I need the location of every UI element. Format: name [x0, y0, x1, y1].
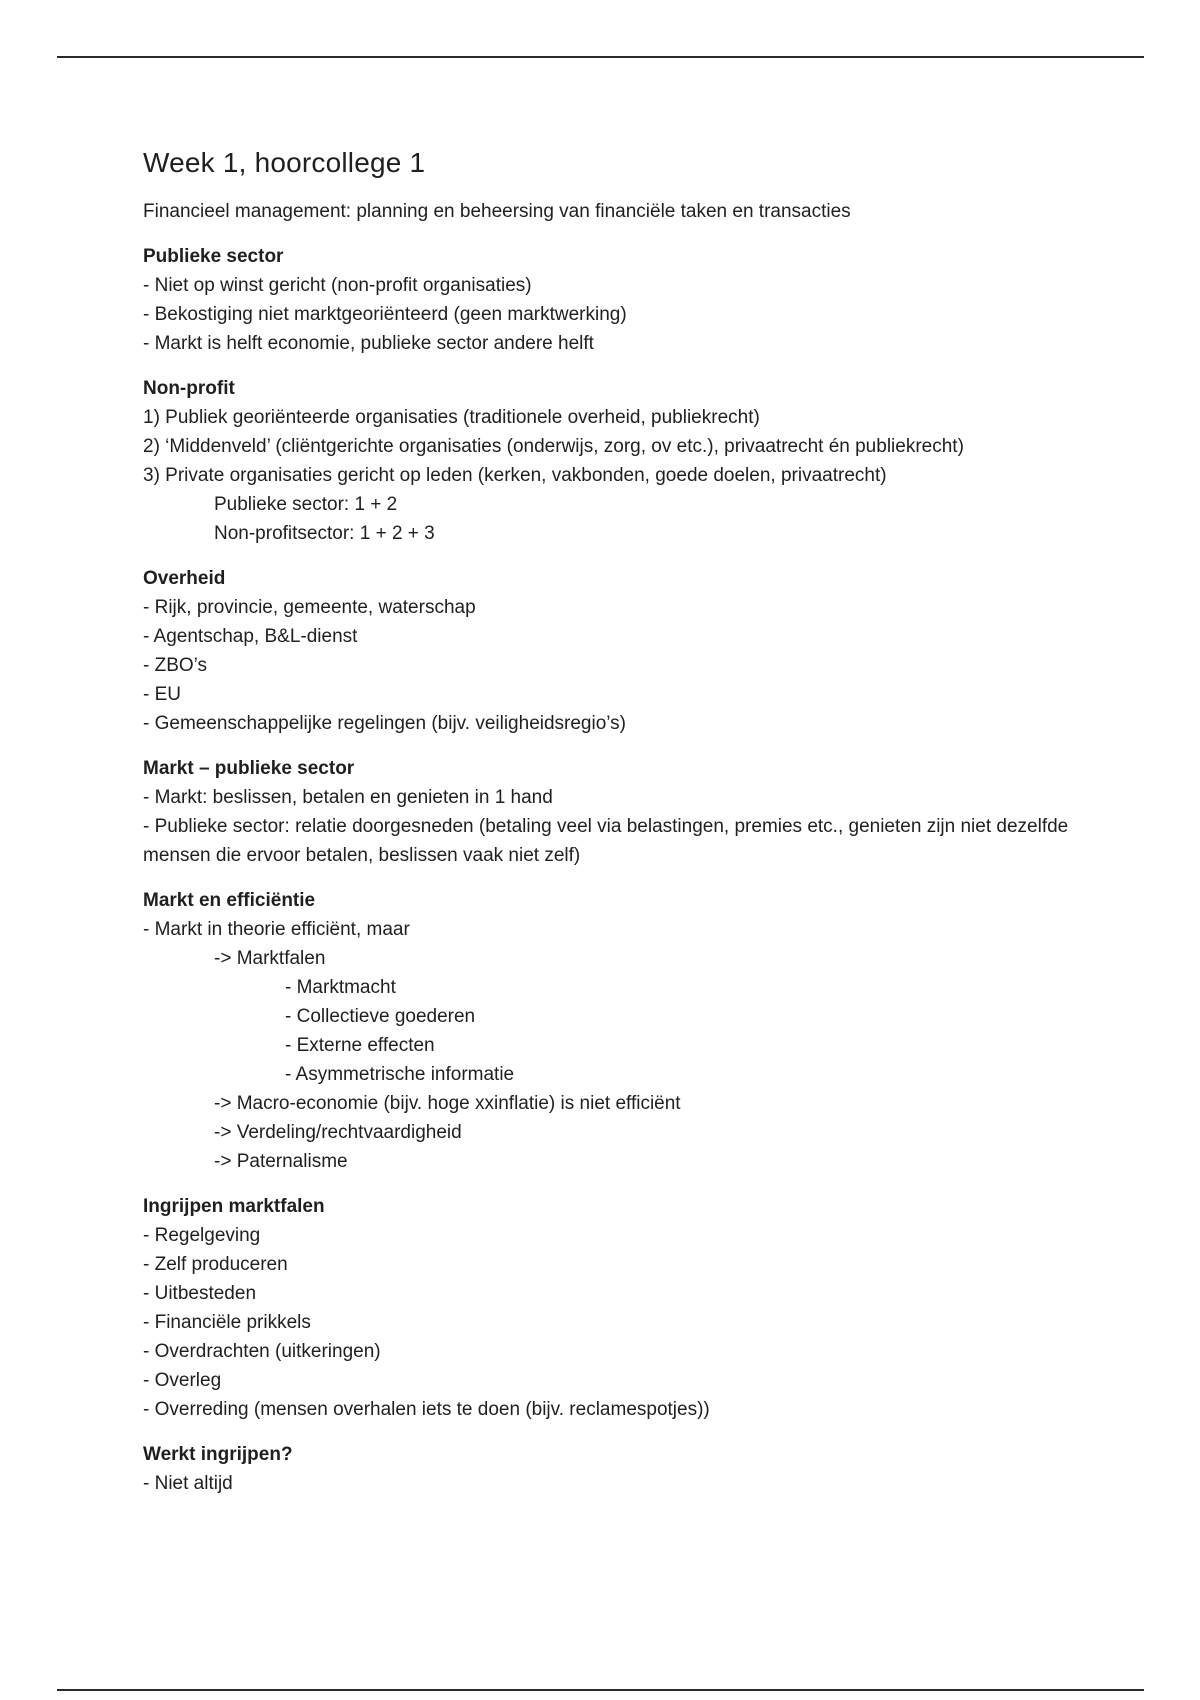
section-non-profit: [143, 374, 1083, 548]
list-item: - ZBO’s: [143, 655, 208, 676]
list-item: - Bekostiging niet marktgeoriënteerd (geen marktwerking): [143, 304, 627, 325]
page-title: Week 1, hoorcollege 1: [143, 147, 426, 178]
arrow-item: -> Paternalisme: [214, 1151, 348, 1172]
arrow-item: -> Macro-economie (bijv. hoge xxinflatie) is niet efficiënt: [214, 1093, 681, 1114]
section-heading: Non-profit: [143, 378, 235, 399]
intro-text: Financieel management: planning en beheersing van financiële taken en transacties: [143, 201, 851, 222]
list-item: - Niet op winst gericht (non-profit organisaties): [143, 275, 532, 296]
sub-item: - Asymmetrische informatie: [285, 1064, 515, 1085]
list-item: - Gemeenschappelijke regelingen (bijv. veiligheidsregio’s): [143, 713, 626, 734]
indented-note: Non-profitsector: 1 + 2 + 3: [214, 523, 435, 544]
list-item: - EU: [143, 684, 181, 705]
section-heading: Overheid: [143, 568, 226, 589]
list-item: - Markt: beslissen, betalen en genieten in 1 hand: [143, 787, 553, 808]
list-item: 1) Publiek georiënteerde organisaties (traditionele overheid, publiekrecht): [143, 407, 760, 428]
arrow-item: -> Marktfalen: [214, 948, 326, 969]
sub-item: - Externe effecten: [285, 1035, 435, 1056]
list-item: - Uitbesteden: [143, 1283, 257, 1304]
list-item: - Zelf produceren: [143, 1254, 288, 1275]
section-heading: Werkt ingrijpen?: [143, 1444, 293, 1465]
section-werkt-ingrijpen: [143, 1440, 1083, 1498]
sub-item: - Marktmacht: [285, 977, 396, 998]
list-item: 2) ‘Middenveld’ (cliëntgerichte organisaties (onderwijs, zorg, ov etc.), privaatrecht én publiekrecht): [143, 436, 964, 457]
list-item: - Niet altijd: [143, 1473, 233, 1494]
list-item: - Agentschap, B&L-dienst: [143, 626, 358, 647]
list-item: 3) Private organisaties gericht op leden (kerken, vakbonden, goede doelen, privaatrecht): [143, 465, 887, 486]
header-rule: [57, 56, 1144, 58]
list-item: - Overleg: [143, 1370, 222, 1391]
section-overheid: [143, 564, 1083, 738]
list-item: - Regelgeving: [143, 1225, 261, 1246]
section-heading: Ingrijpen marktfalen: [143, 1196, 325, 1217]
arrow-item: -> Verdeling/rechtvaardigheid: [214, 1122, 462, 1143]
section-heading: Publieke sector: [143, 246, 284, 267]
document-body: [143, 143, 1083, 1514]
section-heading: Markt en efficiëntie: [143, 890, 316, 911]
indented-note: Publieke sector: 1 + 2: [214, 494, 398, 515]
list-item: - Financiële prikkels: [143, 1312, 311, 1333]
section-publieke-sector: [143, 242, 1083, 358]
list-item: - Overreding (mensen overhalen iets te doen (bijv. reclamespotjes)): [143, 1399, 710, 1420]
list-item: - Markt in theorie efficiënt, maar: [143, 919, 410, 940]
section-heading: Markt – publieke sector: [143, 758, 355, 779]
list-item: - Rijk, provincie, gemeente, waterschap: [143, 597, 476, 618]
section-ingrijpen-marktfalen: [143, 1192, 1083, 1424]
footer-rule: [57, 1689, 1144, 1691]
list-item: - Markt is helft economie, publieke sector andere helft: [143, 333, 594, 354]
sub-item: - Collectieve goederen: [285, 1006, 476, 1027]
list-item: - Publieke sector: relatie doorgesneden (betaling veel via belastingen, premies etc., genieten zijn niet dezelfde mensen die ervoor betalen, beslissen vaak niet zelf): [143, 816, 1074, 866]
list-item: - Overdrachten (uitkeringen): [143, 1341, 381, 1362]
section-markt-publieke-sector: [143, 754, 1083, 870]
section-markt-en-efficientie: [143, 886, 1083, 1176]
